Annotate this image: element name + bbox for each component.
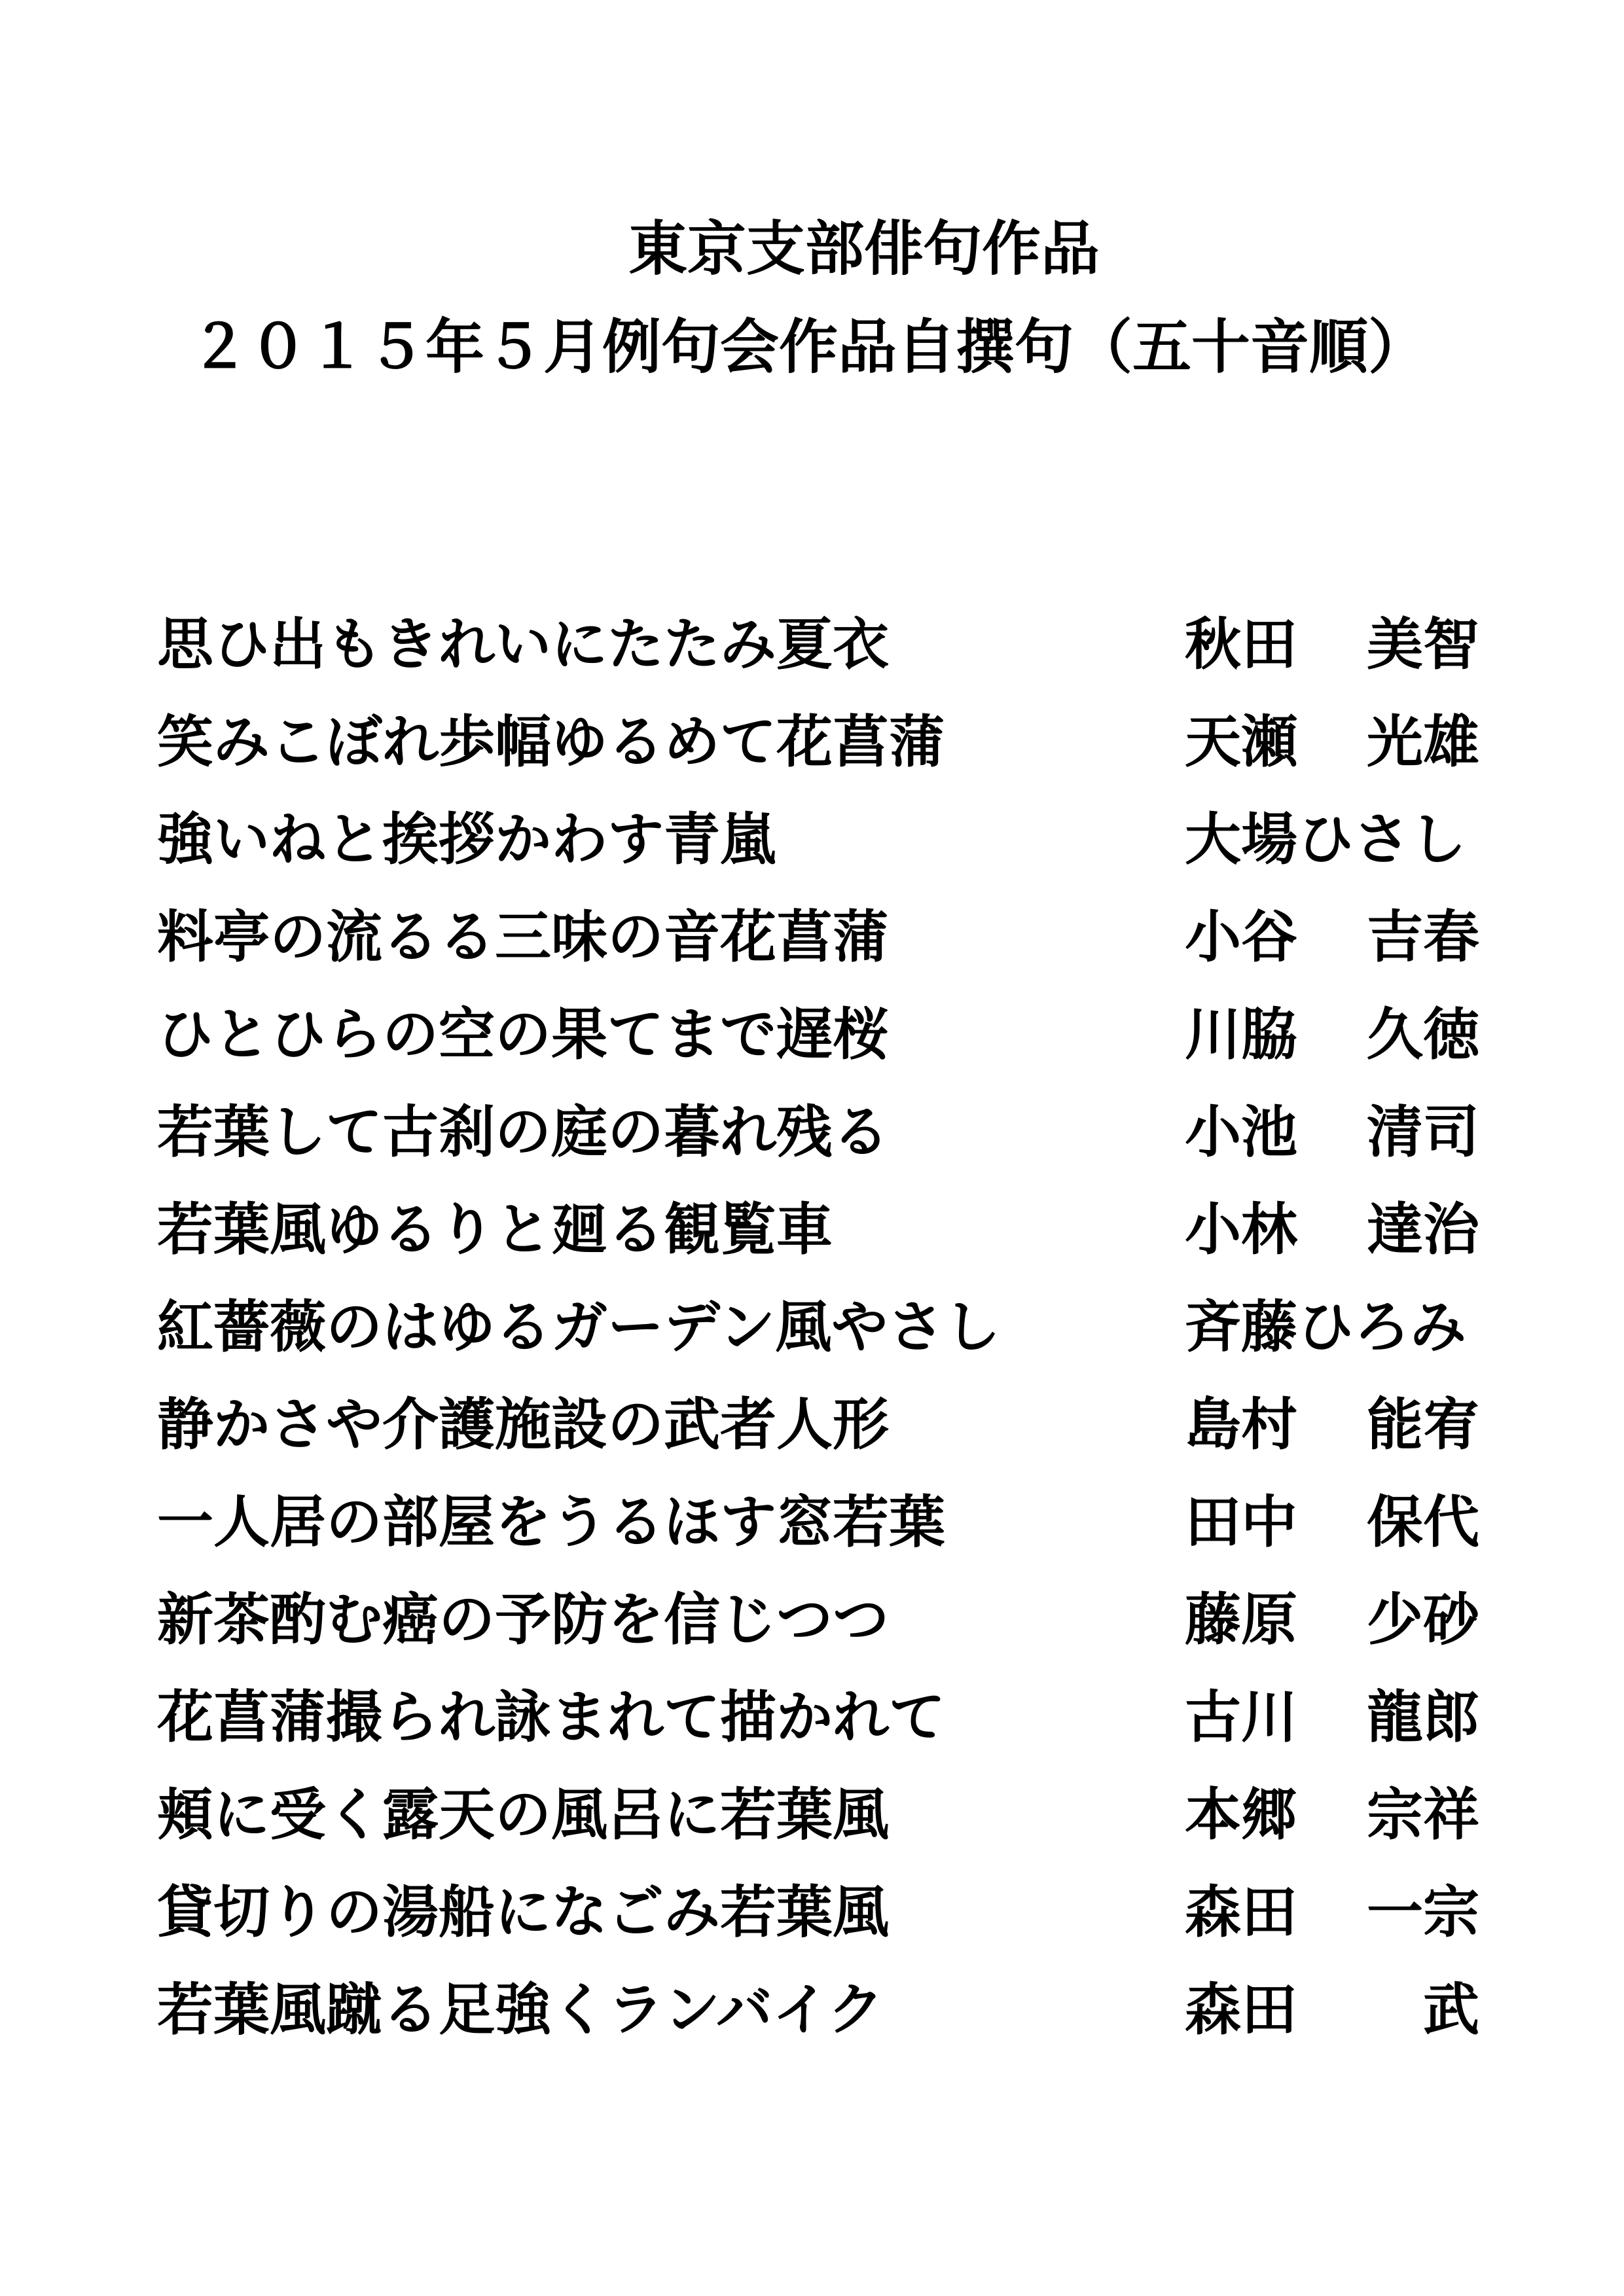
haiku-entry — [157, 1083, 1479, 1181]
author-given-name: 吉春 — [1367, 904, 1479, 970]
haiku-text: 若葉風ゆるりと廻る観覧車 — [157, 1196, 833, 1263]
author-surname: 古川 — [1185, 1684, 1297, 1750]
author-surname: 小谷 — [1185, 904, 1297, 970]
haiku-text: 若葉して古刹の庭の暮れ残る — [157, 1099, 889, 1165]
haiku-text: 料亭の流るる三味の音花菖蒲 — [157, 904, 889, 970]
author-surname: 森田 — [1185, 1977, 1297, 2043]
author-given-name: 美智 — [1367, 611, 1479, 677]
page-subtitle: ２０１５年５月例句会作品自撰句（五十音順） — [190, 312, 1427, 382]
author-surname: 島村 — [1185, 1391, 1297, 1458]
haiku-entry — [157, 1473, 1479, 1571]
author-surname: 森田 — [1185, 1879, 1297, 1945]
author-given-name: 保代 — [1367, 1489, 1479, 1555]
haiku-entry — [157, 1766, 1479, 1863]
haiku-entry — [157, 1278, 1479, 1376]
author-given-name: 一宗 — [1367, 1879, 1479, 1945]
author-given-name: 龍郎 — [1367, 1684, 1479, 1750]
haiku-entry — [157, 1571, 1479, 1668]
haiku-text: 新茶酌む癌の予防を信じつつ — [157, 1587, 889, 1653]
haiku-entry — [157, 596, 1479, 693]
haiku-entry — [157, 1863, 1479, 1961]
haiku-text: 花菖蒲撮られ詠まれて描かれて — [157, 1684, 945, 1750]
author-surname: 斉藤ひろみ — [1185, 1294, 1466, 1360]
author-given-name: 宗祥 — [1367, 1782, 1479, 1848]
haiku-entry — [157, 1376, 1479, 1473]
author-surname: 川脇 — [1185, 1001, 1297, 1067]
haiku-entry — [157, 888, 1479, 986]
page-title: 東京支部俳句作品 — [628, 214, 1100, 283]
haiku-text: 頬に受く露天の風呂に若葉風 — [157, 1782, 889, 1848]
haiku-text: 紅薔薇のはゆるガーデン風やさし — [157, 1294, 1001, 1360]
author-surname: 秋田 — [1185, 611, 1297, 677]
haiku-entry — [157, 791, 1479, 888]
author-surname: 本郷 — [1185, 1782, 1297, 1848]
author-surname: 小林 — [1185, 1196, 1297, 1263]
haiku-entry — [157, 986, 1479, 1083]
author-given-name: 達治 — [1367, 1196, 1479, 1263]
haiku-text: 笑みこぼれ歩幅ゆるめて花菖蒲 — [157, 709, 945, 775]
haiku-text: 若葉風蹴る足強くランバイク — [157, 1977, 884, 2043]
author-surname: 小池 — [1185, 1099, 1297, 1165]
haiku-entry — [157, 693, 1479, 791]
haiku-text: 静かさや介護施設の武者人形 — [157, 1391, 889, 1458]
haiku-text: 貸切りの湯船になごみ若葉風 — [157, 1879, 889, 1945]
haiku-list — [157, 596, 1479, 2058]
haiku-text: 一人居の部屋をうるほす窓若葉 — [157, 1489, 945, 1555]
author-surname: 藤原 — [1185, 1587, 1297, 1653]
author-given-name: 少砂 — [1367, 1587, 1479, 1653]
haiku-entry — [157, 1181, 1479, 1278]
author-given-name: 能宥 — [1367, 1391, 1479, 1458]
author-surname: 大場ひさし — [1185, 806, 1466, 872]
haiku-text: ひとひらの空の果てまで遅桜 — [157, 1001, 889, 1067]
haiku-entry — [157, 1668, 1479, 1766]
author-surname: 天瀬 — [1185, 709, 1297, 775]
author-given-name: 清司 — [1367, 1099, 1479, 1165]
author-given-name: 武 — [1423, 1977, 1479, 2043]
author-given-name: 久徳 — [1367, 1001, 1479, 1067]
author-given-name: 光雄 — [1367, 709, 1479, 775]
author-surname: 田中 — [1185, 1489, 1297, 1555]
haiku-text: 思ひ出もきれいにたたみ夏衣 — [157, 611, 889, 677]
haiku-text: 強いねと挨拶かわす青嵐 — [157, 806, 776, 872]
haiku-entry — [157, 1961, 1479, 2058]
